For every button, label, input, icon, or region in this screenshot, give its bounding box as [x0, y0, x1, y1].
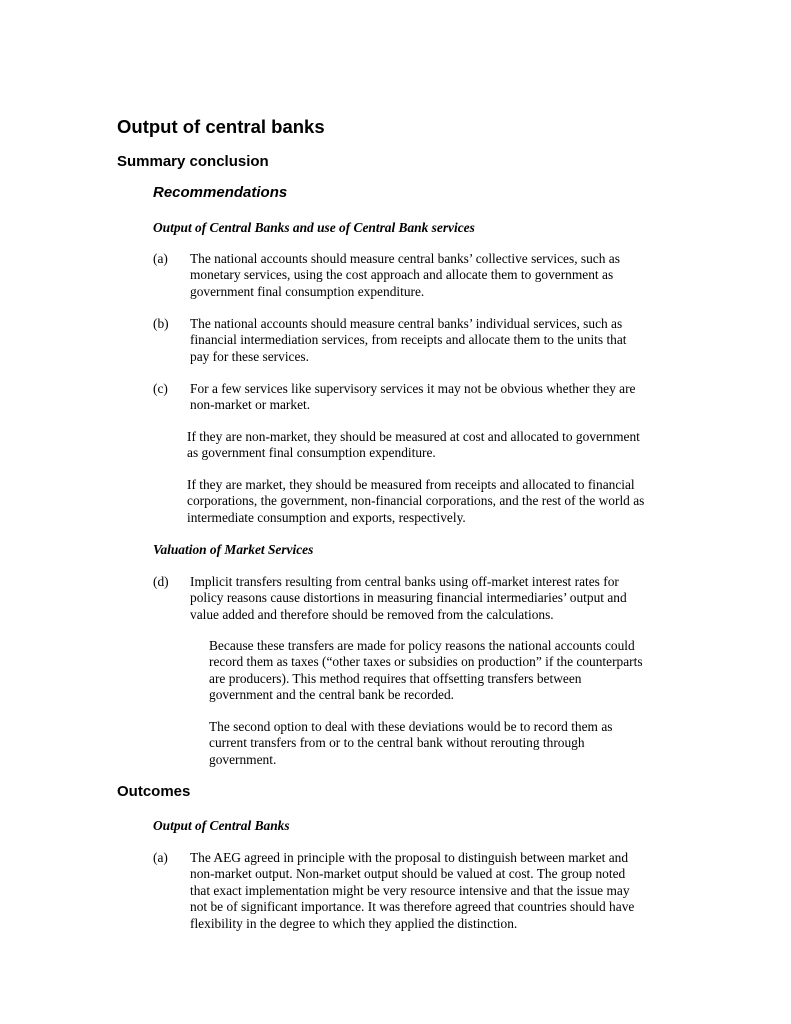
page-title: Output of central banks: [117, 116, 325, 137]
list-item: [153, 316, 693, 365]
summary-heading: Summary conclusion: [117, 153, 269, 170]
subheading-valuation: Valuation of Market Services: [153, 542, 314, 557]
list-item: [153, 574, 693, 623]
paragraph-transfers-option: The second option to deal with these deviations would be to record them as current transfers from or to the central bank without rerouting through government.: [209, 719, 613, 767]
list-item: [153, 850, 713, 932]
list-item: [153, 251, 693, 300]
paragraph-taxes-option: Because these transfers are made for policy reasons the national accounts could record them as taxes (“other taxes or subsidies on production” if the counterparts are producers). This method requires that offsetting transfers between government and the central bank be recorded.: [209, 638, 643, 703]
item-text: The national accounts should measure central banks’ individual services, such as financial intermediation services, from receipts and allocate them to the units that pay for these services.: [190, 316, 627, 364]
paragraph-market: If they are market, they should be measured from receipts and allocated to financial corporations, the government, non-financial corporations, and the rest of the world as intermediate consumption and exports, respectively.: [187, 477, 645, 525]
outcomes-heading: Outcomes: [117, 783, 191, 800]
item-text: The AEG agreed in principle with the proposal to distinguish between market and non-market output. Non-market output should be valued at cost. The group noted that exact implementation might be very resource intensive and that the issue may not be of significant importance. It was therefore agreed that countries should have flexibility in the degree to which they applied the distinction.: [190, 850, 635, 931]
subheading-output-use: Output of Central Banks and use of Central Bank services: [153, 220, 475, 235]
list-item: [153, 381, 693, 414]
item-label: (b): [153, 316, 169, 331]
subheading-outcomes-output: Output of Central Banks: [153, 818, 290, 833]
item-text: For a few services like supervisory services it may not be obvious whether they are non-market or market.: [190, 381, 636, 413]
item-text: Implicit transfers resulting from central banks using off-market interest rates for policy reasons cause distortions in measuring financial intermediaries’ output and value added and therefore should be removed from the calculations.: [190, 574, 627, 622]
item-label: (d): [153, 574, 169, 589]
item-text: The national accounts should measure central banks’ collective services, such as monetary services, using the cost approach and allocate them to government as government final consumption expenditure.: [190, 251, 620, 299]
item-label: (c): [153, 381, 168, 396]
paragraph-non-market: If they are non-market, they should be measured at cost and allocated to government as government final consumption expenditure.: [187, 429, 640, 461]
recommendations-heading: Recommendations: [153, 184, 288, 201]
item-label: (a): [153, 251, 168, 266]
item-label: (a): [153, 850, 168, 865]
